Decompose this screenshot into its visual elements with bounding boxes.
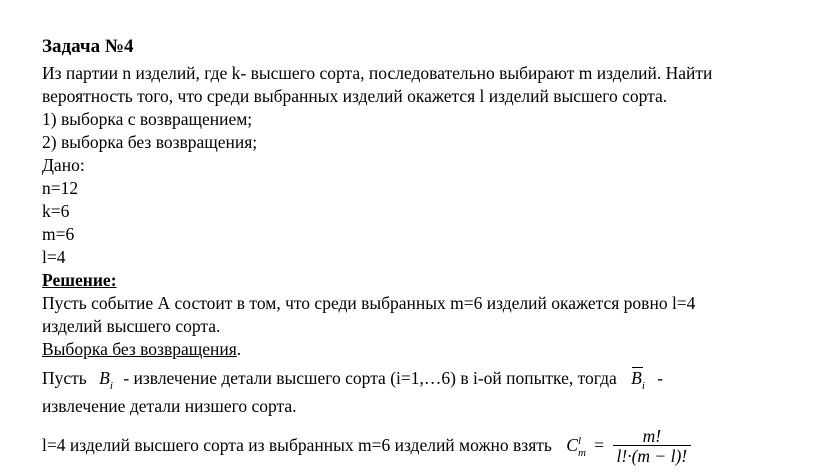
event-definition-line: [42, 367, 663, 392]
combination-line: [42, 425, 691, 466]
solution-line-2: изделий высшего сорта.: [42, 316, 221, 336]
formula-numerator: m!: [642, 426, 662, 447]
section-heading-period: .: [236, 339, 242, 359]
event-b-symbol: B: [99, 368, 110, 388]
solution-line-1: Пусть событие А состоит в том, что среди выбранных m=6 изделий окажется ровно l=4: [42, 293, 696, 313]
given-l: l=4: [42, 247, 66, 267]
given-n: n=12: [42, 178, 79, 198]
event-definition-text: - извлечение детали высшего сорта (i=1,…6) в i-ой попытке, тогда: [123, 368, 617, 388]
formula-superscript: l: [577, 434, 582, 447]
event-b-subscript: i: [109, 380, 113, 392]
problem-text-line-2: вероятность того, что среди выбранных изделий окажется l изделий высшего сорта.: [42, 86, 668, 106]
case-item-1: 1) выборка с возвращением;: [42, 109, 253, 129]
formula-subscript: m: [577, 446, 586, 459]
complement-b-symbol: $B_i$: [631, 368, 645, 392]
combination-text: l=4 изделий высшего сорта из выбранных m=6 изделий можно взять: [42, 435, 552, 455]
formula-indices: [578, 435, 586, 459]
case-item-2: 2) выборка без возвращения;: [42, 132, 258, 152]
problem-title: Задача №4: [42, 36, 134, 57]
given-m: m=6: [42, 224, 75, 244]
section-heading-text: Выборка без возвращения: [42, 339, 237, 359]
given-k: k=6: [42, 201, 70, 221]
section-heading: [42, 338, 241, 360]
formula-c-symbol: C: [566, 435, 578, 455]
problem-text-line-1: Из партии n изделий, где k- высшего сорта, последовательно выбирают m изделий. Найти: [42, 63, 713, 83]
formula-denominator: l!·(m − l)!: [613, 445, 692, 466]
formula-fraction: [613, 427, 692, 466]
formula-equals: =: [594, 435, 605, 455]
extract-line: извлечение детали низшего сорта.: [42, 396, 297, 416]
solution-label: Решение:: [42, 270, 117, 290]
event-definition-dash: -: [657, 368, 664, 388]
given-label: Дано:: [42, 155, 85, 175]
let-prefix: Пусть: [42, 368, 87, 388]
